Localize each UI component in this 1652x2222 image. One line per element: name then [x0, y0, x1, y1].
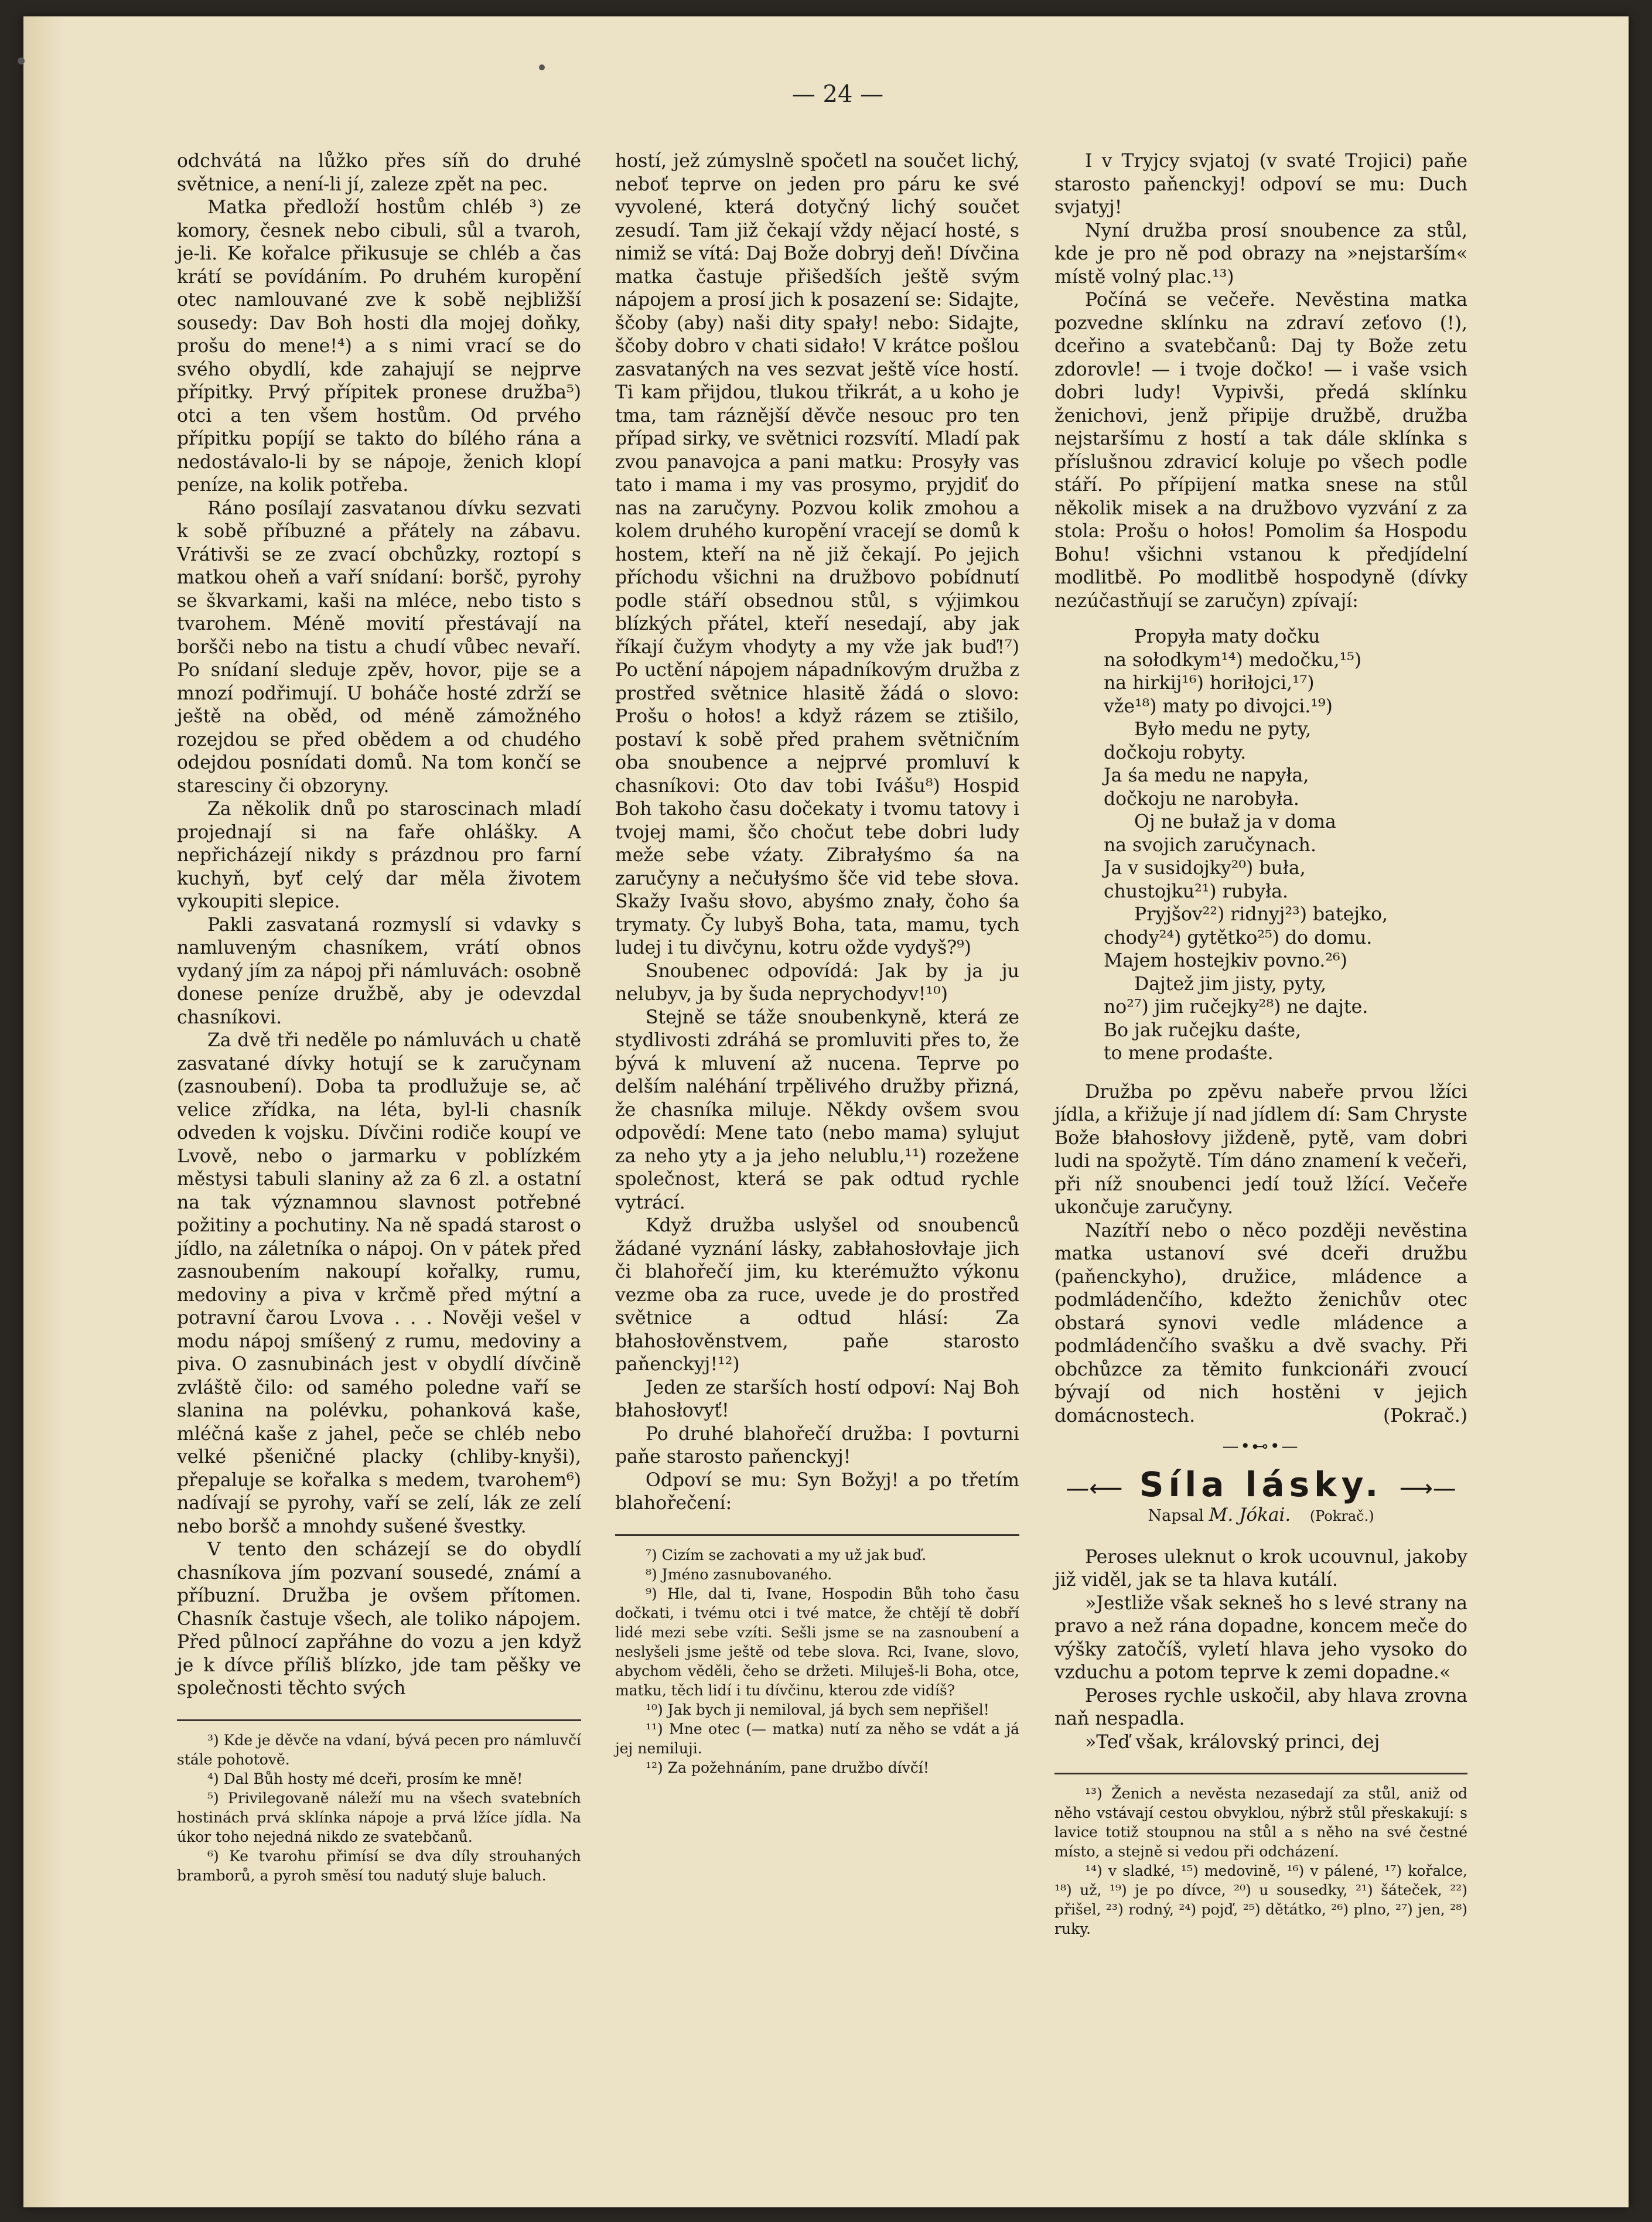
footnotes: [615, 1534, 1019, 1777]
section-ornament: —•⊷•—: [1222, 1436, 1300, 1456]
song-line: Majem hostejkiv povno.²⁶): [1104, 950, 1347, 971]
speck: [18, 57, 25, 64]
paragraph-text: Nazítří nebo o něco později nevěstina matka ustanoví své dceři družbu (paňenckyho), družice, mládence a podmládenčího, kdežto ženichův otec obstará synovi vedle mládence a podmládenčího svašku a dvě svachy. Při obchůzce za těmito funkcionáři zvoucí bývají od nich hostěni v jejich domácnostech.: [1054, 1220, 1467, 1426]
song-line: na hirkij¹⁶) horiłojci,¹⁷): [1104, 673, 1315, 694]
paragraph: »Teď však, královský princi, dej: [1085, 1731, 1380, 1753]
page: [23, 16, 1629, 2207]
article-author: M. Jókai.: [1209, 1504, 1291, 1525]
column-2: [615, 150, 1019, 1777]
song-line: Było medu ne pyty,: [1134, 719, 1312, 740]
paragraph: V tento den scházejí se do obydlí chasníkova jím pozvaní sousedé, známí a příbuzní. Družba je ovšem přítomen. Chasník častuje všech, ale toliko nápojem. Před půlnocí zapřáhne do vozu a jen když je k dívce příliš blízko, jde tam pěšky ve společnosti těchto svých: [177, 1539, 581, 1699]
song-line: chody²⁴) gytětko²⁵) do domu.: [1104, 927, 1373, 948]
footnote: ¹²) Za požehnáním, pane družbo dívčí!: [646, 1759, 929, 1776]
paragraph: hostí, jež zúmyslně spočetl na součet lichý, neboť teprve on jeden pro páru ke své vyvolené, která dotyčný lichý součet zesudí. Tam již čekají vždy nějací hosté, s nimiž se vítá: Daj Bože dobryj deň! Dívčina matka častuje přišedších ještě svým nápojem a prosí jich k posazení se: Sidajte, ščoby (aby) naši dity spały! nebo: Sidajte, ščoby dobro v chati sidało! V krátce pošlou zasvataných na ves sezvat ještě více hostí. Ti kam přijdou, tlukou třikrát, a u koho je tma, tam ráznější děvče nesouc pro ten případ sirky, ve světnici rozsvítí. Mladí pak zvou panavojca a pani matku: Prosyły vas tato i mama i my vas prosymo, pryjdiť do nas na zaručyny. Pozvou kolik zmohou a kolem druhého kuropění vracejí se domů k hostem, kteří na ně již čekají. Po jejich příchodu všichni na družbovo pobídnutí podle stáří obsednou stůl, s výjimkou blízkých přátel, kteří nesedají, aby jak říkají čužym vhodyty a my vže jak buď!⁷) Po uctění nápojem nápadníkovým družba z prostřed světnice hlasitě žádá o slovo: Prošu o hołos! a když rázem se ztišilo, postaví k sobě před prahem světničním oba snoubence a nejprvé promluví k chasníkovi: Oto dav tobi Ivášu⁸) Hospid Boh takoho času dočekaty i tvomu tatovy i tvojej mami, ščo chočut tebe dobri ludy meže sebe vźaty. Zibrałyśmo śa na zaručyny a nečułyśmo šče vid tebe słova. Skažy Ivašu słovo, abyśmo znały, čoho śa trymaty. Čy lubyš Boha, tata, mamu, tych ludej i tu divčynu, kotru ožde vydyš?⁹): [615, 151, 1019, 958]
paragraph: Ráno posílají zasvatanou dívku sezvati k sobě příbuzné a přátely na zábavu. Vrátivši se ze zvací obchůzky, roztopí s matkou oheň a vaří snídaní: boršč, pyrohy se škvarkami, kaši na mléce, nebo tisto s tvarohem. Méně movití přestávají na boršči nebo na tistu a chudí vůbec nevaří. Po snídaní sleduje zpěv, hovor, pije se a mnozí podřimují. U boháče hosté zdrží se ještě na oběd, od méně zámožného rozejdou se před obědem a od chudého odejdou posnídati domů. Na tom končí se staresciny či obzoryny.: [177, 497, 581, 797]
footnote-divider: [615, 1534, 1019, 1536]
footnote: ¹⁰) Jak bych ji nemiloval, já bych sem nepřišel!: [646, 1701, 989, 1718]
song-line: Ja v susidojky²⁰) buła,: [1104, 858, 1306, 879]
song-line: Ja śa medu ne napyła,: [1104, 765, 1309, 786]
song-line: no²⁷) jim ručejky²⁸) ne dajte.: [1104, 996, 1368, 1018]
paragraph: »Jestliže však sekneš ho s levé strany na pravo a než rána dopadne, koncem meče do výšky zatočíš, vyletí hlava jeho vysoko do vzduchu a potom teprve k zemi dopadne.«: [1054, 1592, 1467, 1683]
paragraph: Nyní družba prosí snoubence za stůl, kde je pro ně pod obrazy na »nejstarším« místě volný plac.¹³): [1054, 220, 1467, 288]
footnote: ¹³) Ženich a nevěsta nezasedají za stůl, aniž od něho vstávají cestou obvyklou, nýbrž stůl přeskakují: s lavice totiž stoupnou na stůl a s něho na své čestné místo, a stejně si vedou při odcházení.: [1054, 1785, 1467, 1860]
song-line: na sołodkym¹⁴) medočku,¹⁵): [1104, 649, 1362, 671]
song-line: na svojich zaručynach.: [1104, 834, 1316, 856]
footnotes: [177, 1719, 581, 1885]
paragraph: Za dvě tři neděle po námluvách u chatě zasvatané dívky hotují se k zaručynam (zasnoubení). Doba ta prodlužuje se, ač velice zřídka, na léta, byl-li chasník odveden k vojsku. Dívčini rodiče koupí ve Lvově, nebo o jarmarku v poblízkém městysi tabuli slaniny až za 6 zl. a ostatní na tak významnou slavnost potřebné požitiny a pochutiny. Na ně spadá starost o jídlo, na záletníka o nápoj. On v pátek před zasnoubením nakoupí kořalky, rumu, medoviny a piva v krčmě před mýtní a potravní čarou Lvova . . . Nověji vešel v modu nápoj smíšený z rumu, medoviny a piva. O zasnubinách jest v obydlí dívčině zvláště čilo: od samého poledne vaří se slanina na polévku, pohanková kaše, mléčná kaše z jahel, peče se chléb nebo velké pšeničné placky (chliby-knyši), přepaluje se kořalka s medem, tvarohem⁶) nadívají se pyrohy, vaří se zelí, lák ze zelí nebo boršč a mnohdy sušené švestky.: [177, 1030, 581, 1537]
paragraph: Když družba uslyšel od snoubenců žádané vyznání lásky, zabłahosłovłaje jich či blahořečí jim, ku kterémužto výkonu vezme oba za ruce, uvede je do prostřed světnice a odtud hlásí: Za błahosłověnstvem, paňe starosto paňenckyj!¹²): [615, 1215, 1019, 1375]
binding-gutter: [23, 16, 64, 2207]
paragraph: Pakli zasvataná rozmyslí si vdavky s namluveným chasníkem, vrátí obnos vydaný jím za nápoj při námluvách: osobně donese peníze družbě, aby je odevzdal chasníkovi.: [177, 914, 581, 1028]
footnote: ⁸) Jméno zasnubovaného.: [646, 1565, 832, 1583]
continuation-note: (Pokrač.): [1383, 1405, 1467, 1426]
article-title: [1054, 1464, 1467, 1504]
footnote: ¹⁴) v sladké, ¹⁵) medovině, ¹⁶) v pálené, ¹⁷) kořalce, ¹⁸) už, ¹⁹) je po dívce, ²⁰) u sousedky, ²¹) šáteček, ²²) přišel, ²³) rodný, ²⁴) pojď, ²⁵) dětátko, ²⁶) plno, ²⁷) jen, ²⁸) ruky.: [1054, 1862, 1467, 1937]
footnote: ⁷) Cizím se zachovati a my už jak buď.: [646, 1546, 927, 1564]
speck: [539, 64, 545, 70]
footnote: ³) Kde je děvče na vdaní, bývá pecen pro námluvčí stále pohotově.: [177, 1731, 581, 1768]
paragraph: Snoubenec odpovídá: Jak by ja ju nelubyv, ja by šuda neprychodyv!¹⁰): [615, 960, 1019, 1005]
paragraph: Jeden ze starších hostí odpoví: Naj Boh błahosłovyť!: [615, 1377, 1019, 1421]
paragraph: Matka předloží hostům chléb ³) ze komory, česnek nebo cibuli, sůl a tvaroh, je-li. Ke kořalce přikusuje se chléb a čas krátí se povídáním. Po druhém kuropění otec namlouvané zve k sobě nejbližší sousedy: Dav Boh hosti dla mojej doňky, prošu do mene!⁴) a s nimi vrací se do svého obydlí, kde zahajují se nejprve přípitky. Prvý přípitek pronese družba⁵) otci a ten všem hostům. Od prvého přípitku popíjí se takto do bílého rána a nedostávalo-li by se nápoje, ženich klopí peníze, na kolik potřeba.: [177, 197, 581, 496]
title-flourish-left: —⟵: [1066, 1474, 1123, 1502]
footnote: ⁵) Privilegovaně náleží mu na všech svatebních hostinách prvá sklínka nápoje a prvá lžíce jídla. Na úkor toho nejedná nikdo ze svatebčanů.: [177, 1789, 581, 1845]
footnote-divider: [1054, 1773, 1467, 1774]
page-number: — 24 —: [791, 81, 884, 108]
song-line: Dajtež jim jisty, pyty,: [1134, 973, 1326, 995]
paragraph: I v Tryjcy svjatoj (v svaté Trojici) paňe starosto paňenckyj! odpoví se mu: Duch svjatyj!: [1054, 151, 1467, 218]
column-1: [177, 150, 581, 1885]
paragraph: Peroses uleknut o krok ucouvnul, jakoby již viděl, jak se ta hlava kutálí.: [1054, 1546, 1467, 1590]
footnote: ⁹) Hle, dal ti, Ivane, Hospodin Bůh toho času dočkati, i tvému otci i tvé matce, že chtějí tě dobří lidé mezi sebe vzíti. Sešli jsme se na zasnoubení a neslyšeli jsme ještě od tebe slova. Rci, Ivane, slovo, abychom věděli, čeho se držeti. Miluješ-li Boha, otce, matku, těch lidí i tu dívčinu, kterou zde vidíš?: [615, 1585, 1019, 1699]
song-line: Oj ne bułaž ja v doma: [1134, 811, 1336, 832]
paragraph: Počíná se večeře. Nevěstina matka pozvedne sklínku na zdraví zeťovo (!), dceřino a svatebčanů: Daj ty Bože zetu zdorovle! — i tvoje dočko! — i vaše vsich dobri ludy! Vypivši, předá sklínku ženichovi, jenž připije družbě, družba nejstaršímu z hostí a tak dále sklínka s příslušnou zdravicí koluje po všech podle stáří. Po přípijení matka snese na stůl několik misek a na družbovo vyzvání z za stola: Prošu o hołos! Pomolim śa Hospodu Bohu! všichni vstanou k předjídelní modlitbě. Po modlitbě hospodyně (dívky nezúčastňují se zaručyn) zpívají:: [1054, 289, 1467, 612]
song-line: dočkoju ne narobyła.: [1104, 788, 1299, 810]
paragraph: Za několik dnů po staroscinach mladí projednají si na faře ohlášky. A nepřicházejí nikdy s prázdnou pro farní kuchyň, byť celý dar měla životem vykoupiti slepice.: [177, 798, 581, 912]
song-verse: [1104, 626, 1467, 1066]
paragraph: Stejně se táže snoubenkyně, která ze stydlivosti zdráhá se promluviti přes to, že bývá k mluvení až nucena. Teprve po delším naléhání trpělivého družby přizná, že chasníka miluje. Někdy ovšem svou odpovědí: Mene tato (nebo mama) sylujut za neho yty a ja jeho nelublu,¹¹) rozežene společnost, která se pak odtud rychle vytrácí.: [615, 1006, 1019, 1213]
song-line: Pryjšov²²) ridnyj²³) batejko,: [1134, 904, 1388, 925]
song-line: Propyła maty dočku: [1134, 626, 1320, 647]
byline-continued: (Pokrač.): [1309, 1508, 1374, 1524]
song-line: to mene prodaśte.: [1104, 1043, 1274, 1064]
paragraph: Po druhé blahořečí družba: I povturni paňe starosto paňenckyj!: [615, 1423, 1019, 1467]
footnote: ⁴) Dal Bůh hosty mé dceři, prosím ke mně!: [207, 1770, 523, 1787]
song-line: dočkoju robyty.: [1104, 742, 1247, 763]
song-line: Bo jak ručejku daśte,: [1104, 1019, 1301, 1041]
footnote: ¹¹) Mne otec (— matka) nutí za něho se vdát a já jej nemiluji.: [615, 1720, 1019, 1757]
column-3: [1054, 150, 1467, 1938]
byline-prefix: Napsal: [1148, 1507, 1204, 1525]
title-flourish-right: ⟶—: [1399, 1474, 1456, 1502]
footnote-divider: [177, 1719, 581, 1721]
footnotes: [1054, 1773, 1467, 1938]
paragraph: odchvátá na lůžko přes síň do druhé světnice, a není-li jí, zalezе zpět na pec.: [177, 151, 581, 195]
song-line: chustojku²¹) rubyła.: [1104, 880, 1289, 902]
article-title-text: Síla lásky.: [1139, 1464, 1383, 1504]
paragraph: [1054, 1220, 1467, 1428]
paragraph: Peroses rychle uskočil, aby hlava zrovna naň nespadla.: [1054, 1685, 1467, 1729]
song-line: vže¹⁸) maty po divojci.¹⁹): [1104, 695, 1333, 717]
paragraph: Odpoví se mu: Syn Božyj! a po třetím blahořečení:: [615, 1469, 1019, 1514]
paragraph: Družba po zpěvu nabeře prvou lžíci jídla, a křižuje jí nad jídlem dí: Sam Chryste Bože błahosłovy jiždeně, pytě, vam dobri ludi na spožytě. Tím dáno znamení k večeři, při níž snoubenci jedí touž lžící. Večeře ukončuje zaručyny.: [1054, 1081, 1467, 1218]
article-byline: [1054, 1504, 1467, 1528]
footnote: ⁶) Ke tvarohu přimísí se dva díly strouhaných bramborů, a pyroh směsí tou nadutý sluje baluch.: [177, 1847, 581, 1884]
